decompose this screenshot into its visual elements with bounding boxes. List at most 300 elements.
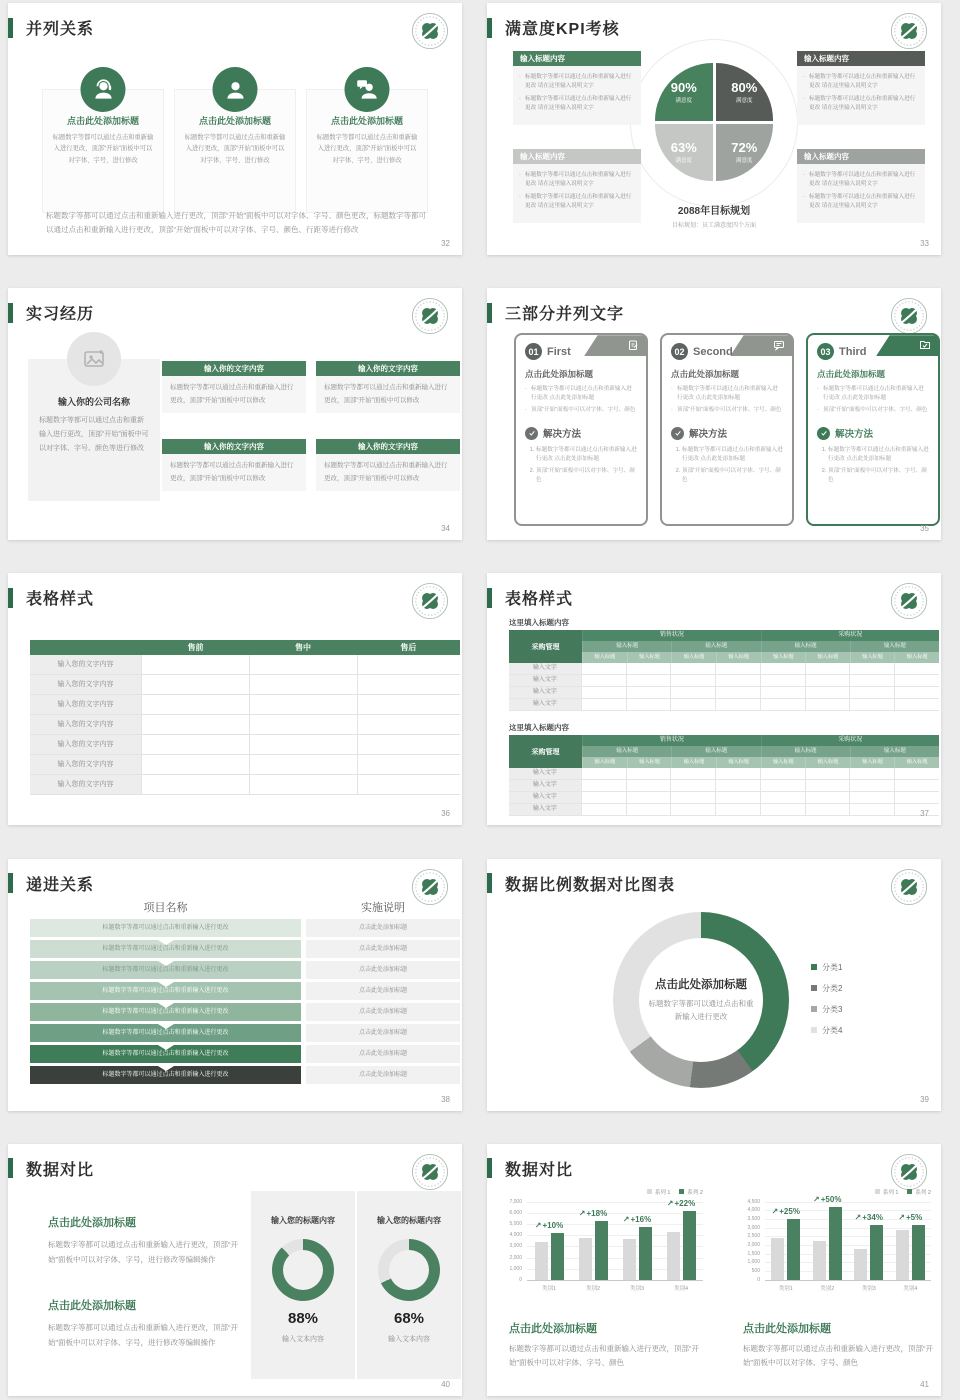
card-header: 输入您的标题内容 bbox=[377, 1215, 441, 1225]
chevron-notch bbox=[158, 982, 174, 987]
group-header: 销售状况 bbox=[582, 735, 760, 746]
bar-group bbox=[890, 1202, 932, 1280]
box-header: 输入标题内容 bbox=[513, 51, 641, 66]
slice-label: 满意度 bbox=[735, 158, 753, 165]
percent-value: 68% bbox=[393, 1309, 425, 1327]
table-cell bbox=[581, 663, 626, 674]
page-number: 37 bbox=[920, 809, 929, 819]
row-label: 输入文字 bbox=[509, 687, 581, 698]
number-badge: 02 bbox=[671, 343, 688, 360]
card-body: 标题数字等都可以通过点击和重新输入进行更改，顶部“开始”面板中可以对字体、字号、进行修改 bbox=[52, 134, 154, 164]
table-cell bbox=[894, 792, 939, 803]
text-section bbox=[509, 1320, 705, 1371]
y-axis bbox=[501, 1198, 527, 1283]
table-cell bbox=[805, 768, 850, 779]
brand-logo-icon bbox=[890, 1153, 928, 1191]
column-header: 输入标题 bbox=[671, 757, 716, 768]
table-cell bbox=[581, 687, 626, 698]
legend-item: 分类1 bbox=[811, 962, 842, 973]
bar-pair bbox=[854, 1225, 883, 1280]
progress-ring bbox=[272, 1239, 334, 1301]
table-cell bbox=[849, 780, 894, 791]
y-tick-label: 500 bbox=[751, 1268, 760, 1275]
chevron-notch bbox=[158, 1045, 174, 1050]
y-tick-label: 6,000 bbox=[509, 1209, 522, 1216]
page-title: 三部分并列文字 bbox=[505, 306, 625, 324]
page-title: 实习经历 bbox=[26, 306, 95, 324]
table-cell bbox=[581, 768, 626, 779]
row-label: 输入您的文字内容 bbox=[30, 655, 141, 674]
accent-bar bbox=[8, 588, 13, 608]
table-cell bbox=[805, 699, 850, 710]
method-label: 解决方法 bbox=[543, 429, 582, 440]
accent-bar bbox=[487, 1158, 492, 1178]
table-cell bbox=[760, 663, 805, 674]
table-cell bbox=[249, 675, 357, 694]
legend-item: 系列 1 bbox=[647, 1188, 671, 1196]
y-tick-label: 0 bbox=[519, 1276, 522, 1283]
box-header: 输入标题内容 bbox=[513, 149, 641, 164]
y-tick-label: 1,500 bbox=[747, 1250, 760, 1257]
text-box bbox=[162, 439, 306, 491]
row-label: 输入您的文字内容 bbox=[30, 695, 141, 714]
box-header: 输入标题内容 bbox=[797, 149, 925, 164]
table-cell bbox=[760, 780, 805, 791]
y-tick-label: 3,000 bbox=[509, 1243, 522, 1250]
step: 1. 标题数字等都可以通过点击和重新输入进行更改 点击此处添加标题 bbox=[682, 446, 783, 464]
slice-label: 满意度 bbox=[675, 158, 692, 165]
table-cell bbox=[849, 687, 894, 698]
table-cell bbox=[581, 699, 626, 710]
legend-item: 分类3 bbox=[811, 1004, 842, 1015]
table-cell bbox=[249, 735, 357, 754]
y-tick-label: 7,000 bbox=[509, 1198, 522, 1205]
bar-series1 bbox=[579, 1238, 592, 1280]
box-body: 标题数字等都可以通过点击和重新输入进行更改，顶部“开始”面板中可以修改 bbox=[316, 454, 460, 491]
accent-bar bbox=[487, 873, 492, 893]
section-heading: 点击此处添加标题 bbox=[48, 1216, 136, 1229]
folder-check-icon bbox=[876, 335, 938, 356]
accent-bar bbox=[487, 18, 492, 38]
box-body: 标题数字等都可以通过点击和重新输入进行更改，顶部“开始”面板中可以修改 bbox=[162, 454, 306, 491]
step: 2. 顶部“开始”面板中可以对字体、字号、颜色 bbox=[828, 467, 929, 485]
corner-header: 采购管理 bbox=[509, 630, 582, 663]
bullet: · 顶部“开始”面板中可以对字体、字号、颜色 bbox=[671, 406, 783, 415]
caption-subtitle: 目标规划：员工满意度四个方面 bbox=[671, 223, 756, 229]
text-box bbox=[316, 361, 460, 413]
table-cell bbox=[849, 768, 894, 779]
slide-38[interactable] bbox=[8, 859, 462, 1111]
legend-swatch bbox=[875, 1189, 880, 1194]
text-box bbox=[162, 361, 306, 413]
progression-row bbox=[30, 961, 460, 979]
category-label: 类别2 bbox=[585, 1285, 601, 1292]
bar-group bbox=[527, 1202, 571, 1280]
bar-chart-left bbox=[501, 1188, 703, 1292]
procurement-table bbox=[509, 630, 939, 711]
bar-series1 bbox=[813, 1241, 826, 1280]
accent-bar bbox=[8, 303, 13, 323]
sales-table-body bbox=[30, 655, 460, 795]
bar-series1 bbox=[667, 1232, 680, 1280]
table-cell bbox=[670, 804, 715, 815]
donut-center-subtitle: 标题数字等都可以通过点击和重新输入进行更改 bbox=[648, 998, 754, 1022]
y-tick-label: 4,500 bbox=[747, 1198, 760, 1205]
step: 2. 顶部“开始”面板中可以对字体、字号、颜色 bbox=[682, 467, 783, 485]
table-cell bbox=[805, 792, 850, 803]
category-label: 类别2 bbox=[820, 1285, 835, 1292]
slice-label: 满意度 bbox=[735, 97, 753, 104]
brand-logo-icon bbox=[411, 1153, 449, 1191]
bullet: · 标题数字等都可以通过点击和重新输入进行更改 点击此处添加标题 bbox=[671, 385, 783, 403]
table-cell bbox=[141, 655, 249, 674]
chevron-notch bbox=[158, 1024, 174, 1029]
progression-row bbox=[30, 940, 460, 958]
category-label: 类别3 bbox=[629, 1285, 645, 1292]
bar-series2 bbox=[639, 1227, 652, 1280]
page-number: 34 bbox=[441, 524, 450, 534]
page-title: 数据比例数据对比图表 bbox=[505, 876, 676, 894]
sub-header: 输入标题 bbox=[582, 641, 671, 652]
slide-40[interactable] bbox=[8, 1144, 462, 1396]
table-cell bbox=[141, 735, 249, 754]
progression-row bbox=[30, 919, 460, 937]
project-bar: 标题数字等都可以通过点击和重新输入进行更改 bbox=[30, 982, 301, 1000]
group-header: 销售状况 bbox=[582, 630, 760, 641]
table-cell bbox=[849, 663, 894, 674]
donut-chart bbox=[613, 912, 789, 1088]
table-cell bbox=[715, 675, 760, 686]
table-row bbox=[30, 655, 460, 675]
legend-swatch bbox=[811, 985, 817, 991]
row-label: 输入文字 bbox=[509, 780, 581, 791]
bullet: · 标题数字等都可以通过点击和重新输入进行更改 请在这里输入说明文字 bbox=[803, 193, 919, 211]
up-right-arrow-icon: ↗ bbox=[666, 1198, 674, 1208]
table-cell bbox=[805, 780, 850, 791]
delta-label: ↗+25% bbox=[771, 1206, 800, 1216]
group-header-row bbox=[582, 735, 939, 746]
slide-34[interactable] bbox=[8, 288, 462, 540]
brand-logo-icon bbox=[890, 12, 928, 50]
table-cell bbox=[581, 780, 626, 791]
project-bar: 标题数字等都可以通过点击和重新输入进行更改 bbox=[30, 919, 301, 937]
delta-label: ↗+50% bbox=[813, 1194, 842, 1204]
person-icon bbox=[213, 67, 258, 112]
y-tick-label: 0 bbox=[757, 1276, 760, 1283]
column-header: 输入标题 bbox=[582, 757, 627, 768]
box-header: 输入标题内容 bbox=[797, 51, 925, 66]
row-label: 输入文字 bbox=[509, 804, 581, 815]
table-cell bbox=[670, 768, 715, 779]
table-cell bbox=[805, 804, 850, 815]
project-bar: 标题数字等都可以通过点击和重新输入进行更改 bbox=[30, 1066, 301, 1084]
company-card bbox=[28, 359, 160, 501]
section-heading: 点击此处添加标题 bbox=[743, 1322, 831, 1335]
table-cell bbox=[141, 755, 249, 774]
page-title: 并列关系 bbox=[26, 21, 95, 38]
step: 1. 标题数字等都可以通过点击和重新输入进行更改 点击此处添加标题 bbox=[536, 446, 637, 464]
note-bar: 点击此处添加标题 bbox=[306, 1003, 460, 1021]
accent-bar bbox=[8, 1158, 13, 1178]
number-badge: 03 bbox=[817, 343, 834, 360]
table-cell bbox=[715, 687, 760, 698]
bullet: · 顶部“开始”面板中可以对字体、字号、颜色 bbox=[817, 406, 929, 415]
slide-37[interactable] bbox=[487, 573, 941, 825]
chart-legend bbox=[501, 1188, 703, 1196]
page-title: 满意度KPI考核 bbox=[505, 21, 620, 38]
table-cell bbox=[670, 687, 715, 698]
table-header-row bbox=[30, 640, 460, 655]
legend-item: 分类2 bbox=[811, 983, 842, 994]
progress-ring bbox=[378, 1239, 440, 1301]
slide-41[interactable] bbox=[487, 1144, 941, 1396]
section-heading: 点击此处添加标题 bbox=[48, 1299, 136, 1312]
box-header: 输入你的文字内容 bbox=[316, 439, 460, 454]
table-cell bbox=[715, 699, 760, 710]
table-cell bbox=[805, 663, 850, 674]
table-cell bbox=[805, 675, 850, 686]
legend-swatch bbox=[907, 1189, 912, 1194]
page-number: 35 bbox=[920, 524, 929, 534]
bar-group bbox=[765, 1202, 807, 1280]
table-cell bbox=[894, 768, 939, 779]
up-right-arrow-icon: ↗ bbox=[813, 1194, 820, 1204]
note-bar: 点击此处添加标题 bbox=[306, 961, 460, 979]
text-box bbox=[316, 439, 460, 491]
table-cell bbox=[805, 687, 850, 698]
slide-33[interactable] bbox=[487, 3, 941, 255]
numbered-card-first bbox=[514, 333, 648, 526]
table-cell bbox=[894, 780, 939, 791]
up-right-arrow-icon: ↗ bbox=[898, 1212, 905, 1222]
text-section bbox=[48, 1214, 248, 1267]
slide-35[interactable] bbox=[487, 288, 941, 540]
column-header-row bbox=[582, 652, 939, 663]
project-bar: 标题数字等都可以通过点击和重新输入进行更改 bbox=[30, 940, 301, 958]
plot-area bbox=[527, 1198, 703, 1281]
category-label: 类别1 bbox=[778, 1285, 793, 1292]
sub-header: 输入标题 bbox=[850, 746, 939, 757]
slide-32[interactable] bbox=[8, 3, 462, 255]
delta-label: ↗+34% bbox=[854, 1212, 883, 1222]
table-row bbox=[509, 699, 939, 711]
up-right-arrow-icon: ↗ bbox=[854, 1212, 862, 1222]
table-cell bbox=[141, 715, 249, 734]
table-cell bbox=[626, 804, 671, 815]
section-body: 标题数字等都可以通过点击和重新输入进行更改，顶部“开始”面板中可以对字体、字号，进行修改等编辑操作 bbox=[48, 1322, 238, 1347]
table-cell bbox=[249, 775, 357, 794]
column-header: 输入标题 bbox=[627, 757, 672, 768]
brand-logo-icon bbox=[890, 297, 928, 335]
column-header: 输入标题 bbox=[627, 652, 672, 663]
slice-value: 80% bbox=[731, 79, 758, 95]
pie-caption bbox=[604, 202, 824, 229]
group-header-row bbox=[582, 630, 939, 641]
sub-header: 输入标题 bbox=[761, 746, 850, 757]
sub-header: 输入标题 bbox=[671, 641, 760, 652]
page-number: 41 bbox=[920, 1379, 929, 1389]
project-bar: 标题数字等都可以通过点击和重新输入进行更改 bbox=[30, 1003, 301, 1021]
row-label: 输入文字 bbox=[509, 663, 581, 674]
table-cell bbox=[249, 755, 357, 774]
column-header: 输入标题 bbox=[894, 757, 939, 768]
bullet: · 标题数字等都可以通过点击和重新输入进行更改 请在这里输入说明文字 bbox=[519, 73, 635, 91]
table-cell bbox=[894, 699, 939, 710]
percent-value: 88% bbox=[287, 1309, 319, 1327]
bar-series1 bbox=[896, 1230, 909, 1280]
table-cell bbox=[715, 663, 760, 674]
table-cell bbox=[626, 663, 671, 674]
slide-39[interactable] bbox=[487, 859, 941, 1111]
table-cell bbox=[670, 780, 715, 791]
accent-bar bbox=[487, 303, 492, 323]
up-right-arrow-icon: ↗ bbox=[771, 1206, 779, 1216]
table-cell bbox=[141, 695, 249, 714]
brand-logo-icon bbox=[411, 12, 449, 50]
card-caption: 输入文本内容 bbox=[388, 1335, 430, 1343]
note-bar: 点击此处添加标题 bbox=[306, 919, 460, 937]
corner-header: 采购管理 bbox=[509, 735, 582, 768]
bar-pair bbox=[623, 1227, 652, 1280]
legend-swatch bbox=[647, 1189, 652, 1194]
row-label: 输入文字 bbox=[509, 792, 581, 803]
table-cell bbox=[849, 804, 894, 815]
slice-value: 72% bbox=[731, 140, 758, 156]
section-label: 这里填入标题内容 bbox=[509, 723, 569, 733]
group-header: 采购状况 bbox=[761, 630, 939, 641]
person-speech-icon bbox=[345, 67, 390, 112]
check-circle-icon bbox=[525, 427, 538, 440]
project-bar: 标题数字等都可以通过点击和重新输入进行更改 bbox=[30, 1024, 301, 1042]
column-header-left: 项目名称 bbox=[143, 901, 188, 914]
numbered-card-third bbox=[806, 333, 940, 526]
progression-rows bbox=[30, 919, 460, 1087]
slice-value: 63% bbox=[670, 140, 697, 156]
delta-label: ↗+10% bbox=[534, 1220, 564, 1230]
chevron-notch bbox=[158, 940, 174, 945]
card-caption: 输入文本内容 bbox=[282, 1335, 324, 1343]
method-label: 解决方法 bbox=[835, 429, 874, 440]
table-cell bbox=[670, 663, 715, 674]
donut-legend bbox=[811, 962, 842, 1046]
legend-item: 系列 2 bbox=[907, 1188, 931, 1196]
sub-header: 输入标题 bbox=[671, 746, 760, 757]
progression-row bbox=[30, 1024, 460, 1042]
table-cell bbox=[626, 780, 671, 791]
table-cell bbox=[357, 695, 460, 714]
progression-row bbox=[30, 1066, 460, 1084]
bar-chart-right bbox=[739, 1188, 931, 1292]
table-cell bbox=[581, 804, 626, 815]
accent-bar bbox=[8, 18, 13, 38]
bar-series2 bbox=[829, 1207, 842, 1280]
column-header bbox=[30, 640, 142, 655]
card-header: 输入您的标题内容 bbox=[271, 1215, 335, 1225]
step: 1. 标题数字等都可以通过点击和重新输入进行更改 点击此处添加标题 bbox=[828, 446, 929, 464]
table-cell bbox=[760, 699, 805, 710]
column-header-right: 实施说明 bbox=[361, 901, 405, 914]
table-cell bbox=[581, 792, 626, 803]
sub-header-row bbox=[582, 746, 939, 757]
table-row bbox=[30, 775, 460, 795]
delta-label: ↗+5% bbox=[898, 1212, 923, 1222]
project-bar: 标题数字等都可以通过点击和重新输入进行更改 bbox=[30, 1045, 301, 1063]
category-label: 类别4 bbox=[673, 1285, 689, 1292]
pie-slice bbox=[655, 124, 713, 182]
y-tick-label: 2,500 bbox=[747, 1233, 760, 1240]
bar-group bbox=[571, 1202, 615, 1280]
table-cell bbox=[249, 655, 357, 674]
box-header: 输入你的文字内容 bbox=[316, 361, 460, 376]
bar-group bbox=[848, 1202, 890, 1280]
pie-slice bbox=[655, 63, 713, 121]
progression-row bbox=[30, 1003, 460, 1021]
plot-area bbox=[765, 1194, 931, 1281]
pie-slice bbox=[716, 63, 774, 121]
table-cell bbox=[715, 804, 760, 815]
slice-value: 90% bbox=[670, 79, 697, 95]
delta-label: ↗+16% bbox=[622, 1214, 652, 1224]
sub-header: 输入标题 bbox=[582, 746, 671, 757]
table-row bbox=[30, 675, 460, 695]
column-header: 输入标题 bbox=[805, 757, 850, 768]
chat-icon bbox=[730, 335, 792, 356]
company-name: 输入你的公司名称 bbox=[57, 397, 130, 408]
progression-row bbox=[30, 982, 460, 1000]
parallel-cards bbox=[42, 89, 428, 213]
check-circle-icon bbox=[817, 427, 830, 440]
slide-36[interactable] bbox=[8, 573, 462, 825]
method-label: 解决方法 bbox=[689, 429, 728, 440]
row-label: 输入您的文字内容 bbox=[30, 675, 141, 694]
page-number: 40 bbox=[441, 1379, 450, 1389]
table-cell bbox=[670, 699, 715, 710]
section-body: 标题数字等都可以通过点击和重新输入进行更改，顶部“开始”面板中可以对字体、字号、颜色 bbox=[743, 1343, 933, 1368]
category-label: 类别4 bbox=[903, 1285, 918, 1292]
table-row bbox=[30, 715, 460, 735]
x-axis-labels bbox=[765, 1281, 931, 1292]
table-row bbox=[509, 780, 939, 792]
card-body: 标题数字等都可以通过点击和重新输入进行更改，顶部“开始”面板中可以对字体、字号、进行修改 bbox=[316, 134, 418, 164]
table-cell bbox=[141, 775, 249, 794]
chevron-notch bbox=[158, 1003, 174, 1008]
bar-pair bbox=[667, 1211, 696, 1280]
slice-label: 满意度 bbox=[675, 97, 692, 104]
legend-item: 系列 2 bbox=[679, 1188, 703, 1196]
table-cell bbox=[357, 715, 460, 734]
bar-series2 bbox=[870, 1225, 883, 1280]
table-cell bbox=[249, 695, 357, 714]
bar-series1 bbox=[623, 1239, 636, 1280]
stat-card bbox=[357, 1191, 461, 1379]
bar-pair bbox=[771, 1219, 800, 1280]
table-cell bbox=[849, 699, 894, 710]
table-cell bbox=[894, 804, 939, 815]
image-placeholder-icon bbox=[67, 332, 121, 386]
column-header: 输入标题 bbox=[761, 757, 806, 768]
bullet: · 标题数字等都可以通过点击和重新输入进行更改 点击此处添加标题 bbox=[525, 385, 637, 403]
table-row bbox=[509, 768, 939, 780]
up-right-arrow-icon: ↗ bbox=[578, 1208, 586, 1218]
caption-title: 2088年目标规划 bbox=[677, 206, 751, 217]
y-tick-label: 4,000 bbox=[509, 1232, 522, 1239]
column-header: 售前 bbox=[187, 643, 204, 653]
table-cell bbox=[626, 675, 671, 686]
table-cell bbox=[626, 792, 671, 803]
sub-header: 输入标题 bbox=[761, 641, 850, 652]
table-cell bbox=[249, 715, 357, 734]
page-number: 32 bbox=[441, 239, 450, 248]
